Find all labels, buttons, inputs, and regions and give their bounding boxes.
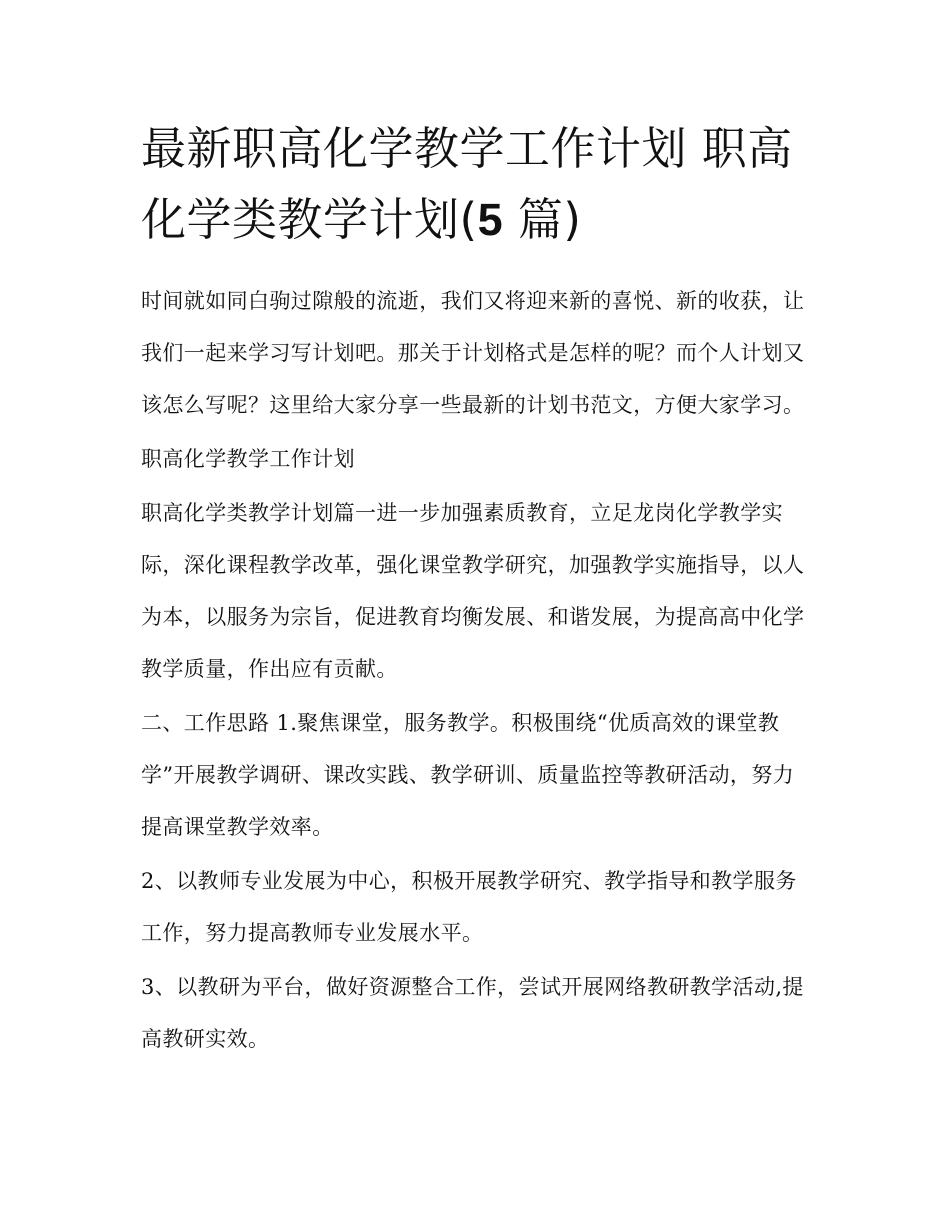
item-2-paragraph: 2、以教师专业发展为中心，积极开展教学研究、教学指导和教学服务工作，努力提高教师专业发展水平。 xyxy=(141,869,797,945)
section-heading: 职高化学教学工作计划 xyxy=(141,447,355,471)
work-idea-paragraph: 二、工作思路 1.聚焦课堂，服务教学。积极围绕“优质高效的课堂教学”开展教学调研、课改实践、教学研训、质量监控等教研活动，努力提高课堂教学效率。 xyxy=(141,711,795,839)
plan-paragraph-1: 职高化学类教学计划篇一进一步加强素质教育，立足龙岗化学教学实际，深化课程教学改革，强化课堂教学研究，加强教学实施指导，以人为本，以服务为宗旨，促进教育均衡发展、和谐发展，为提高高中化学教学质量，作出应有贡献。 xyxy=(141,501,805,681)
title-suffix: 篇) xyxy=(503,193,582,246)
document-body xyxy=(141,113,811,1067)
intro-paragraph: 时间就如同白驹过隙般的流逝，我们又将迎来新的喜悦、新的收获，让我们一起来学习写计划吧。那关于计划格式是怎样的呢？而个人计划又该怎么写呢？这里给大家分享一些最新的计划书范文，方便大家学习。 xyxy=(141,289,805,417)
title-text: 最新职高化学教学工作计划 职高化学类教学计划( xyxy=(141,122,793,246)
title-count: 5 xyxy=(477,194,504,245)
item-3-paragraph: 3、以教研为平台，做好资源整合工作，尝试开展网络教研教学活动,提高教研实效。 xyxy=(141,975,804,1051)
document-title xyxy=(141,113,811,255)
